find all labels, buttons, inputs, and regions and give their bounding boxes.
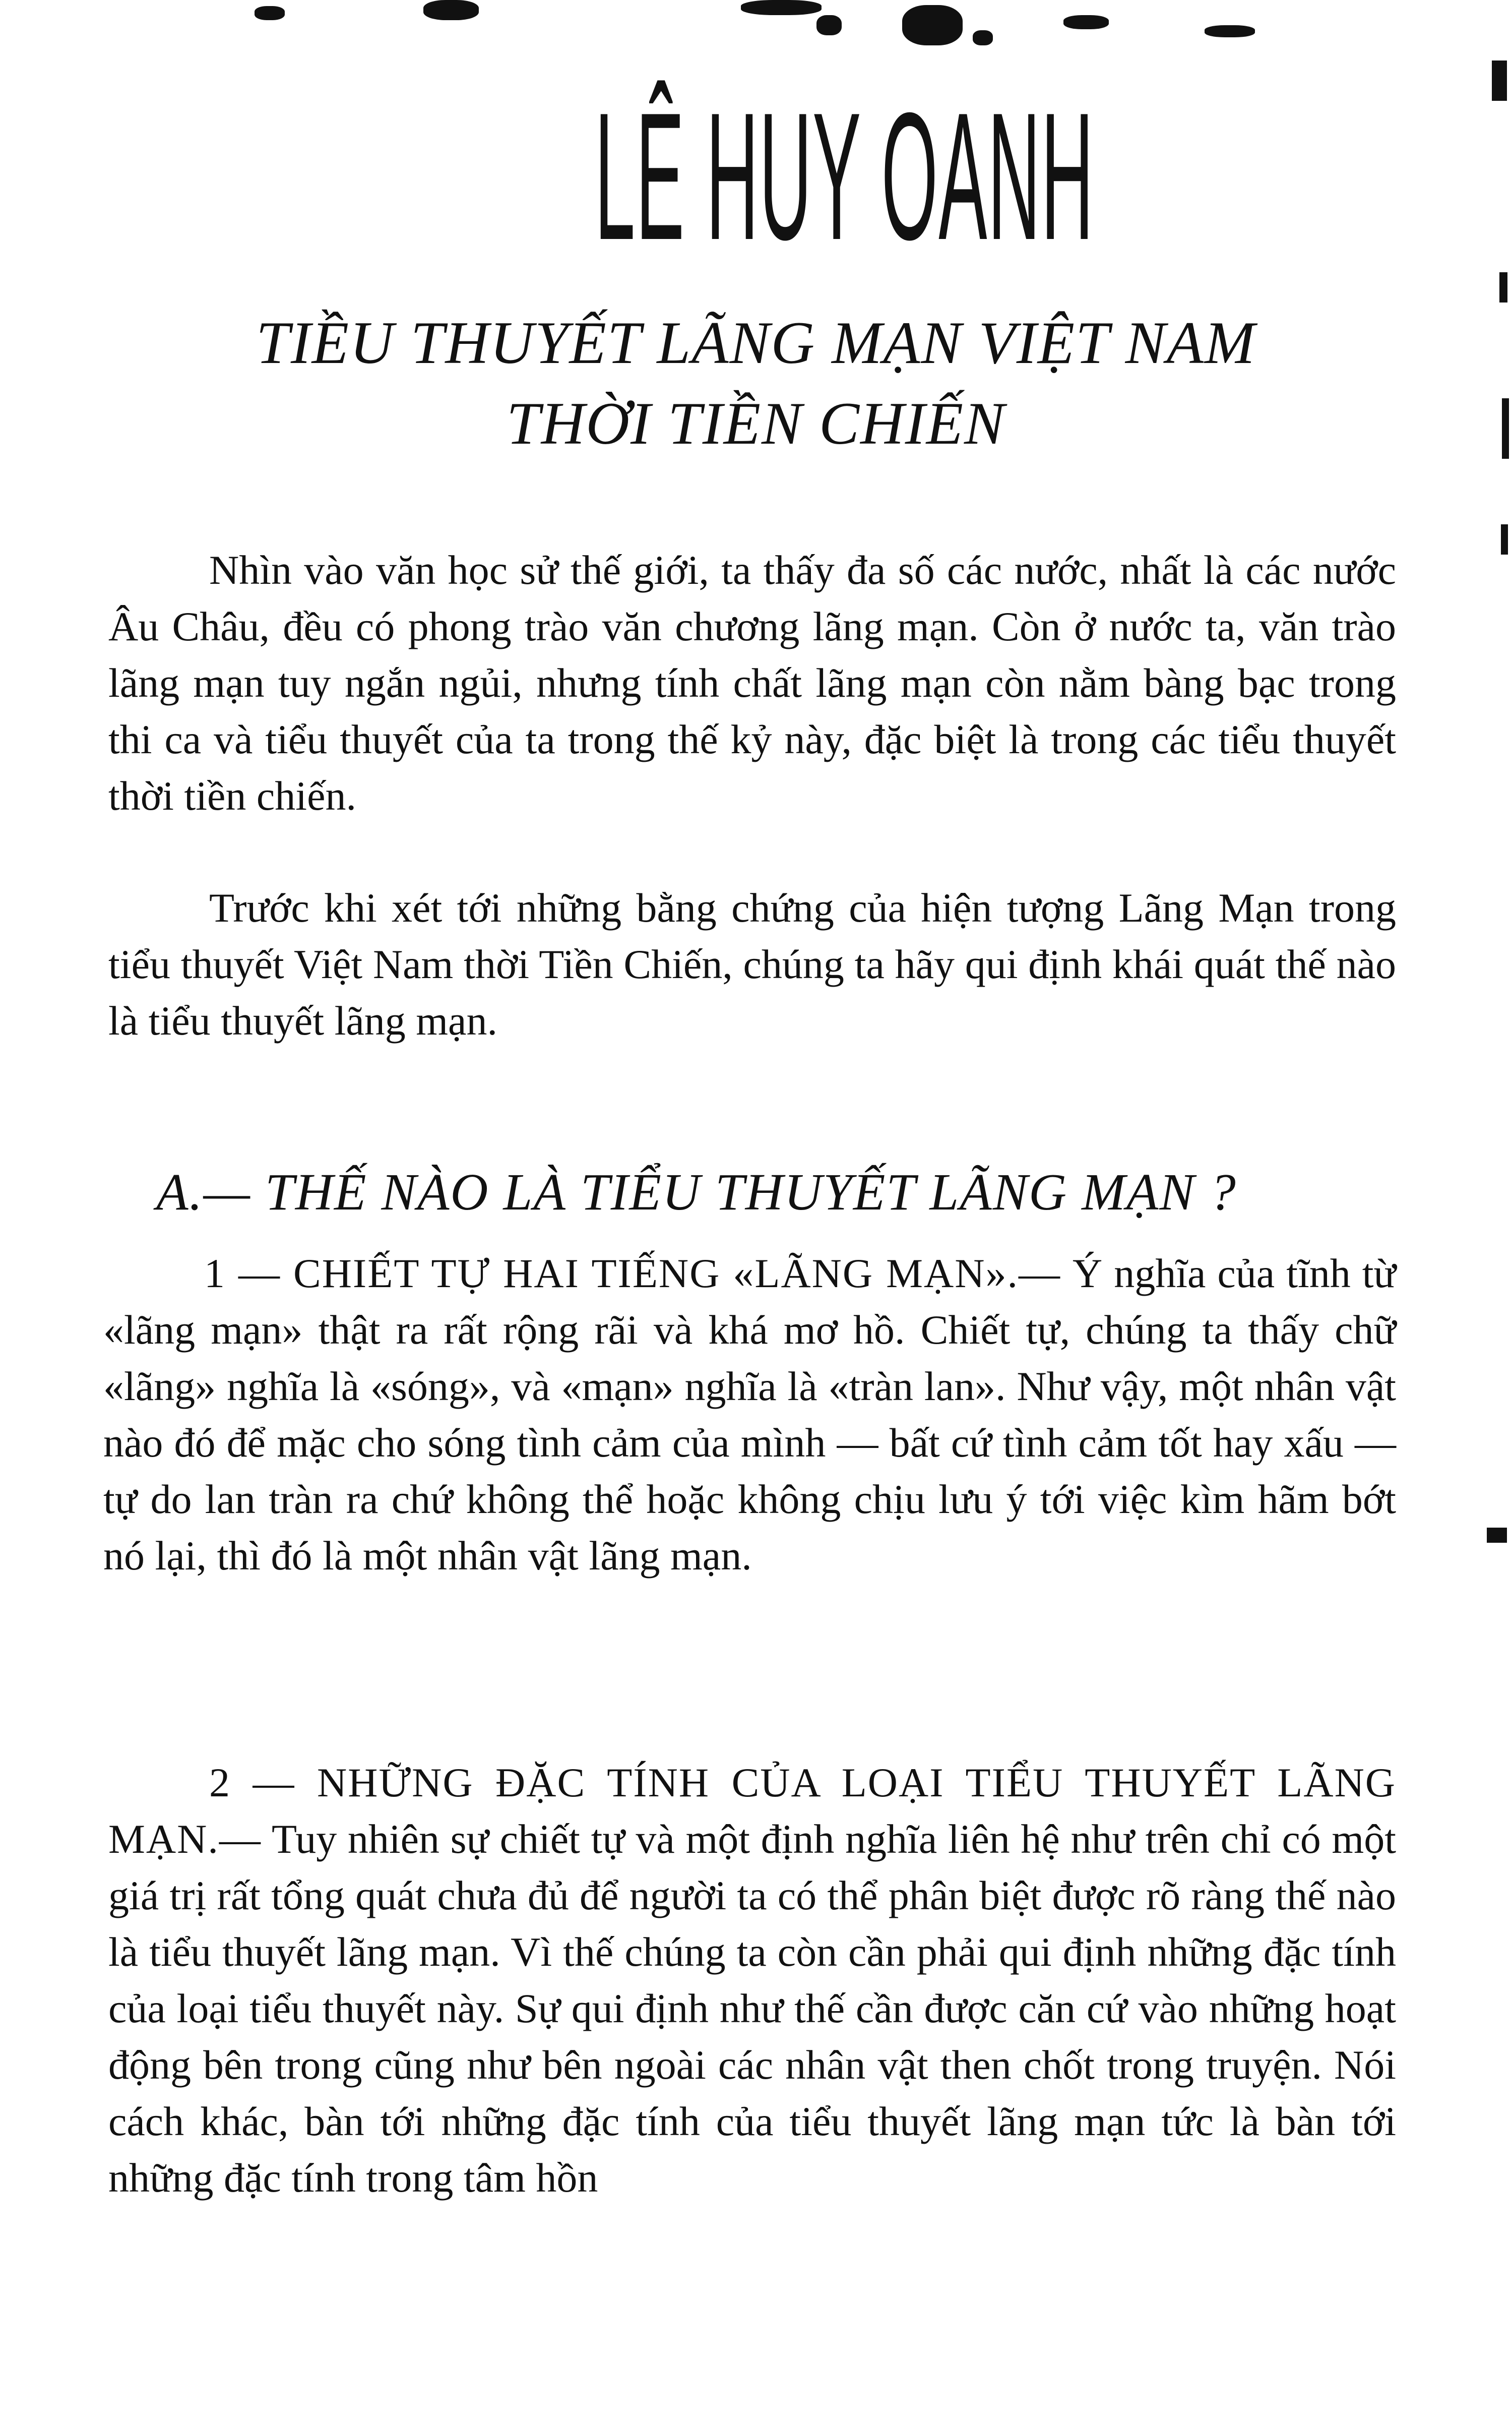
scan-edge-mark bbox=[1492, 60, 1507, 101]
intro-paragraph-1 bbox=[108, 542, 1396, 824]
scan-smudge bbox=[423, 0, 479, 20]
subsection-2-text: Tuy nhiên sự chiết tự và một định nghĩa liên hệ như trên chỉ có một giá trị rất tổng quát chưa đủ để người ta có thể phân biệt được rõ ràng thế nào là tiểu thuyết lãng mạn. Vì thế chúng ta còn cần phải qui định những đặc tính của loại tiểu thuyết này. Sự qui định như thế cần được căn cứ vào những hoạt động bên trong cũng như bên ngoài các nhân vật then chốt trong truyện. Nói cách khác, bàn tới những đặc tính của tiểu thuyết lãng mạn tức là bàn tới những đặc tính trong tâm hồn bbox=[108, 1816, 1396, 2201]
author-block bbox=[353, 75, 1159, 278]
section-heading-a: A.— THẾ NÀO LÀ TIỂU THUYẾT LÃNG MẠN ? bbox=[156, 1163, 1237, 1221]
subsection-2 bbox=[108, 1754, 1396, 2206]
subsection-1-text: Ý nghĩa của tĩnh từ «lãng mạn» thật ra rất rộng rãi và khá mơ hồ. Chiết tự, chúng ta thấy chữ «lãng» nghĩa là «sóng», và «mạn» nghĩa là «tràn lan». Như vậy, một nhân vật nào đó để mặc cho sóng tình cảm của mình — bất cứ tình cảm tốt hay xấu — tự do lan tràn ra chứ không thể hoặc không chịu lưu ý tới việc kìm hãm bớt nó lại, thì đó là một nhân vật lãng mạn. bbox=[103, 1250, 1396, 1579]
scan-edge-mark bbox=[1502, 398, 1509, 459]
scan-smudge bbox=[902, 5, 963, 45]
scan-edge-mark bbox=[1499, 272, 1507, 302]
scan-smudge bbox=[1205, 25, 1255, 37]
scan-edge-mark bbox=[1501, 524, 1508, 555]
book-title-line-2: THỜI TIỀN CHIẾN bbox=[506, 390, 1006, 457]
scan-smudge bbox=[255, 6, 285, 20]
scan-smudge bbox=[1063, 15, 1109, 29]
scan-smudge bbox=[973, 30, 993, 45]
scan-edge-mark bbox=[1487, 1528, 1507, 1543]
scan-smudge bbox=[816, 15, 842, 35]
intro-paragraph-1-text: Nhìn vào văn học sử thế giới, ta thấy đa số các nước, nhất là các nước Âu Châu, đều có phong trào văn chương lãng mạn. Còn ở nước ta, văn trào lãng mạn tuy ngắn ngủi, nhưng tính chất lãng mạn còn nằm bàng bạc trong thi ca và tiểu thuyết của ta trong thế kỷ này, đặc biệt là trong các tiểu thuyết thời tiền chiến. bbox=[108, 547, 1396, 819]
scan-smudge bbox=[741, 0, 822, 15]
intro-paragraph-2 bbox=[108, 880, 1396, 1049]
author-name: LÊ HUY OANH bbox=[595, 75, 1095, 278]
subsection-1 bbox=[103, 1245, 1396, 1584]
subsection-2-label: 2 — NHỮNG ĐẶC TÍNH CỦA LOẠI TIỂU THUYẾT LÃNG MẠN.— bbox=[108, 1760, 1396, 1862]
intro-paragraph-2-text: Trước khi xét tới những bằng chứng của hiện tượng Lãng Mạn trong tiểu thuyết Việt Nam thời Tiền Chiến, chúng ta hãy qui định khái quát thế nào là tiểu thuyết lãng mạn. bbox=[108, 885, 1396, 1044]
book-title-line-1: TIỀU THUYẾT LÃNG MẠN VIỆT NAM bbox=[256, 309, 1256, 376]
subsection-1-label: 1 — CHIẾT TỰ HAI TIẾNG «LÃNG MẠN».— bbox=[204, 1250, 1061, 1296]
